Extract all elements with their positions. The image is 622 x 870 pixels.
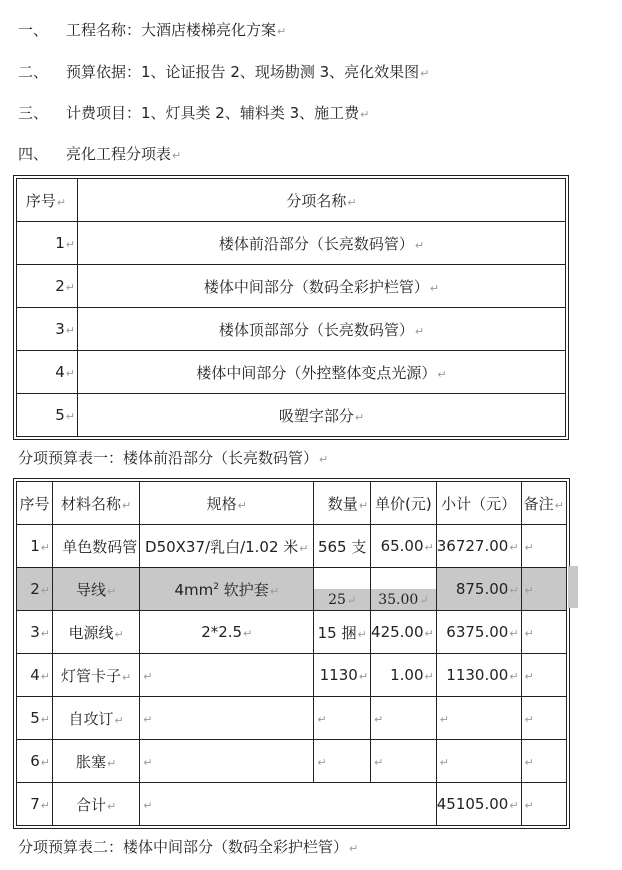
return-mark-icon: ↵ bbox=[358, 670, 369, 683]
qty-cell: 565 支 bbox=[314, 525, 371, 568]
return-mark-icon: ↵ bbox=[269, 584, 280, 598]
row-name: 吸塑字部分↵ bbox=[78, 394, 566, 437]
section-number: 三、 bbox=[18, 104, 49, 122]
return-mark-icon: ↵ bbox=[360, 108, 370, 121]
return-mark-icon: ↵ bbox=[414, 324, 425, 338]
return-mark-icon: ↵ bbox=[277, 25, 287, 38]
return-mark-icon: ↵ bbox=[437, 367, 447, 381]
material-name: 自攻订↵ bbox=[52, 697, 139, 740]
return-mark-icon: ↵ bbox=[374, 756, 384, 769]
return-mark-icon: ↵ bbox=[439, 713, 449, 726]
material-name: 电源线↵ bbox=[52, 611, 139, 654]
material-name: 导线↵ bbox=[52, 568, 139, 611]
spec-cell bbox=[140, 697, 314, 740]
row-number: 2↵ bbox=[17, 568, 53, 611]
material-name: 胀塞↵ bbox=[52, 740, 139, 783]
note-cell bbox=[521, 740, 566, 783]
table-row-highlighted bbox=[17, 568, 567, 611]
return-mark-icon: ↵ bbox=[346, 594, 357, 607]
row-highlight-extension bbox=[568, 566, 578, 608]
row-number: 1↵ bbox=[17, 222, 78, 265]
return-mark-icon: ↵ bbox=[143, 756, 153, 769]
header-cell: 分项名称↵ bbox=[78, 179, 566, 222]
return-mark-icon: ↵ bbox=[509, 584, 519, 597]
return-mark-icon: ↵ bbox=[143, 670, 153, 683]
return-mark-icon: ↵ bbox=[429, 281, 440, 295]
qty-cell bbox=[314, 740, 371, 783]
material-name: 灯管卡子↵ bbox=[52, 654, 139, 697]
qty-cell: 1130↵ bbox=[314, 654, 371, 697]
return-mark-icon: ↵ bbox=[40, 756, 50, 769]
return-mark-icon: ↵ bbox=[40, 584, 50, 597]
return-mark-icon: ↵ bbox=[143, 799, 153, 812]
return-mark-icon: ↵ bbox=[106, 799, 117, 813]
return-mark-icon: ↵ bbox=[524, 627, 534, 640]
header-cell: 小计（元） bbox=[436, 482, 521, 525]
return-mark-icon: ↵ bbox=[524, 756, 534, 769]
return-mark-icon: ↵ bbox=[114, 713, 124, 727]
header-cell: 序号 bbox=[17, 482, 53, 525]
table-header-row bbox=[17, 179, 566, 222]
table-row bbox=[17, 222, 566, 265]
price-cell: 65.00↵ bbox=[371, 525, 437, 568]
subtotal-cell: 6375.00↵ bbox=[436, 611, 521, 654]
return-mark-icon: ↵ bbox=[40, 627, 50, 640]
note-cell bbox=[521, 654, 566, 697]
return-mark-icon: ↵ bbox=[237, 498, 247, 512]
return-mark-icon: ↵ bbox=[524, 670, 534, 683]
table-row bbox=[17, 265, 566, 308]
return-mark-icon: ↵ bbox=[509, 799, 519, 812]
spec-cell bbox=[140, 654, 314, 697]
return-mark-icon: ↵ bbox=[106, 756, 117, 770]
note-cell bbox=[521, 611, 566, 654]
price-cell: 425.00↵ bbox=[371, 611, 437, 654]
table-row bbox=[17, 611, 567, 654]
return-mark-icon: ↵ bbox=[524, 541, 534, 554]
row-number: 4↵ bbox=[17, 654, 53, 697]
table-row bbox=[17, 308, 566, 351]
budget-table bbox=[16, 481, 567, 826]
row-name: 楼体中间部分（外控整体变点光源）↵ bbox=[78, 351, 566, 394]
return-mark-icon: ↵ bbox=[358, 498, 369, 512]
subtotal-cell: 875.00↵ bbox=[436, 568, 521, 611]
return-mark-icon: ↵ bbox=[354, 410, 365, 424]
return-mark-icon: ↵ bbox=[56, 195, 67, 209]
total-label: 合计↵ bbox=[52, 783, 139, 826]
subtotal-cell bbox=[436, 697, 521, 740]
total-value: 45105.00↵ bbox=[436, 783, 521, 826]
table-header-row bbox=[17, 482, 567, 525]
return-mark-icon: ↵ bbox=[299, 541, 309, 555]
header-cell: 数量↵ bbox=[314, 482, 371, 525]
row-number: 5↵ bbox=[17, 697, 53, 740]
return-mark-icon: ↵ bbox=[143, 713, 153, 726]
row-number: 7↵ bbox=[17, 783, 53, 826]
spec-cell bbox=[140, 783, 437, 826]
return-mark-icon: ↵ bbox=[509, 541, 519, 554]
return-mark-icon: ↵ bbox=[106, 584, 117, 598]
row-number: 2↵ bbox=[17, 265, 78, 308]
row-number: 5↵ bbox=[17, 394, 78, 437]
table-row bbox=[17, 740, 567, 783]
header-cell: 材料名称↵ bbox=[52, 482, 139, 525]
return-mark-icon: ↵ bbox=[509, 627, 519, 640]
section-text: 计费项目：1、灯具类 2、辅料类 3、施工费 bbox=[66, 104, 360, 122]
note-cell bbox=[521, 525, 566, 568]
section-number: 二、 bbox=[18, 63, 49, 81]
header-cell: 规格↵ bbox=[140, 482, 314, 525]
return-mark-icon: ↵ bbox=[243, 627, 253, 640]
return-mark-icon: ↵ bbox=[524, 584, 534, 597]
return-mark-icon: ↵ bbox=[121, 498, 132, 512]
row-number: 4↵ bbox=[17, 351, 78, 394]
return-mark-icon: ↵ bbox=[317, 713, 327, 726]
return-mark-icon: ↵ bbox=[347, 195, 357, 209]
return-mark-icon: ↵ bbox=[524, 713, 534, 726]
return-mark-icon: ↵ bbox=[40, 541, 50, 554]
return-mark-icon: ↵ bbox=[509, 670, 519, 683]
section-2 bbox=[18, 61, 429, 83]
return-mark-icon: ↵ bbox=[40, 670, 50, 683]
row-name: 楼体前沿部分（长亮数码管）↵ bbox=[78, 222, 566, 265]
return-mark-icon: ↵ bbox=[172, 149, 182, 162]
return-mark-icon: ↵ bbox=[65, 410, 75, 423]
section-text: 亮化工程分项表 bbox=[66, 145, 172, 163]
qty-cell bbox=[314, 697, 371, 740]
subtotal-cell: 36727.00↵ bbox=[436, 525, 521, 568]
price-cell: 1.00↵ bbox=[371, 654, 437, 697]
qty-cell: 25↵ bbox=[314, 568, 371, 611]
total-row bbox=[17, 783, 567, 826]
return-mark-icon: ↵ bbox=[424, 627, 434, 640]
return-mark-icon: ↵ bbox=[524, 799, 534, 812]
note-cell bbox=[521, 783, 566, 826]
note-cell bbox=[521, 568, 566, 611]
row-number: 3↵ bbox=[17, 308, 78, 351]
return-mark-icon: ↵ bbox=[439, 756, 449, 769]
return-mark-icon: ↵ bbox=[357, 627, 367, 641]
return-mark-icon: ↵ bbox=[374, 713, 384, 726]
qty-cell: 15 捆↵ bbox=[314, 611, 371, 654]
budget-caption-2: 分项预算表二：楼体中间部分（数码全彩护栏管）↵ bbox=[18, 838, 359, 856]
header-cell: 单价(元) bbox=[371, 482, 437, 525]
note-cell bbox=[521, 697, 566, 740]
return-mark-icon: ↵ bbox=[420, 67, 430, 80]
return-mark-icon: ↵ bbox=[424, 670, 434, 683]
row-number: 1↵ bbox=[17, 525, 53, 568]
subtotal-cell bbox=[436, 740, 521, 783]
spec-cell: 2*2.5↵ bbox=[140, 611, 314, 654]
header-cell: 备注↵ bbox=[521, 482, 566, 525]
return-mark-icon: ↵ bbox=[419, 594, 429, 607]
table-row bbox=[17, 394, 566, 437]
row-name: 楼体顶部部分（长亮数码管）↵ bbox=[78, 308, 566, 351]
table-row bbox=[17, 351, 566, 394]
return-mark-icon: ↵ bbox=[317, 756, 327, 769]
table-row bbox=[17, 525, 567, 568]
row-number: 6↵ bbox=[17, 740, 53, 783]
price-cell bbox=[371, 740, 437, 783]
budget-caption-1: 分项预算表一：楼体前沿部分（长亮数码管）↵ bbox=[18, 449, 329, 467]
table-row bbox=[17, 654, 567, 697]
subtotal-cell: 1130.00↵ bbox=[436, 654, 521, 697]
price-cell bbox=[371, 697, 437, 740]
return-mark-icon: ↵ bbox=[424, 541, 434, 554]
section-text: 工程名称：大酒店楼梯亮化方案 bbox=[66, 21, 277, 39]
return-mark-icon: ↵ bbox=[65, 238, 75, 251]
spec-cell bbox=[140, 740, 314, 783]
sub-item-table bbox=[16, 178, 566, 437]
return-mark-icon: ↵ bbox=[414, 238, 425, 252]
return-mark-icon: ↵ bbox=[114, 627, 124, 641]
spec-cell: D50X37/乳白/1.02 米↵ bbox=[140, 525, 314, 568]
spec-cell: $4mm^2$ 软护套↵ bbox=[140, 568, 314, 611]
section-3 bbox=[18, 102, 369, 124]
return-mark-icon: ↵ bbox=[554, 498, 564, 512]
return-mark-icon: ↵ bbox=[65, 367, 75, 380]
price-cell: 35.00↵ bbox=[371, 568, 437, 611]
table-row bbox=[17, 697, 567, 740]
section-number: 一、 bbox=[18, 21, 49, 39]
return-mark-icon: ↵ bbox=[65, 324, 75, 337]
material-name: 单色数码管 bbox=[52, 525, 139, 568]
return-mark-icon: ↵ bbox=[40, 713, 50, 726]
section-1 bbox=[18, 19, 286, 41]
section-text: 预算依据：1、论证报告 2、现场勘测 3、亮化效果图 bbox=[66, 63, 420, 81]
section-4 bbox=[18, 143, 181, 165]
row-name: 楼体中间部分（数码全彩护栏管）↵ bbox=[78, 265, 566, 308]
row-number: 3↵ bbox=[17, 611, 53, 654]
return-mark-icon: ↵ bbox=[121, 670, 132, 684]
header-cell: 序号↵ bbox=[17, 179, 78, 222]
return-mark-icon: ↵ bbox=[40, 799, 50, 812]
section-number: 四、 bbox=[18, 145, 49, 163]
return-mark-icon: ↵ bbox=[65, 281, 75, 294]
return-mark-icon: ↵ bbox=[319, 453, 329, 466]
return-mark-icon: ↵ bbox=[349, 842, 359, 855]
